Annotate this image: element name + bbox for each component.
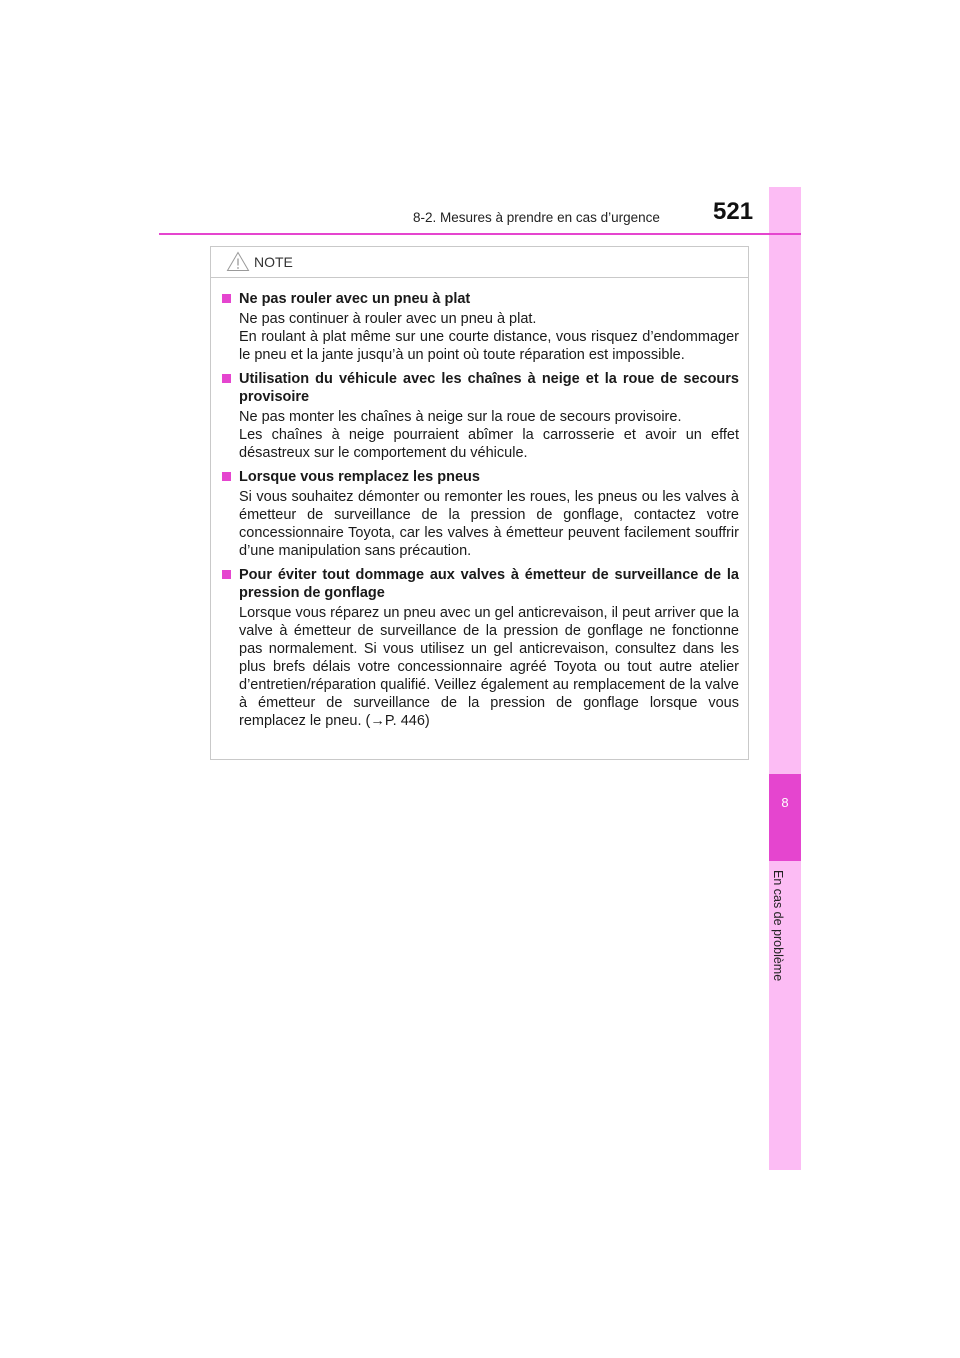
note-item: [220, 566, 739, 730]
note-item-title: Ne pas rouler avec un pneu à plat: [239, 291, 471, 307]
chapter-tab-active[interactable]: [769, 774, 801, 861]
bullet-square-icon: [222, 374, 231, 383]
chapter-title: En cas de problème: [771, 870, 785, 982]
note-item-title: Lorsque vous remplacez les pneus: [239, 469, 480, 485]
note-header: [211, 247, 748, 278]
note-item-text: Ne pas continuer à rouler avec un pneu à plat. En roulant à plat même sur une courte distance, vous risquez d’endommager le pneu et la jante jusqu’à un point où toute réparation est impossible.: [239, 311, 739, 363]
note-box: [210, 246, 749, 760]
header-divider: [159, 233, 801, 235]
page-number: 521: [713, 198, 754, 225]
note-item: [220, 290, 739, 364]
note-item-text: Si vous souhaitez démonter ou remonter les roues, les pneus ou les valves à émetteur de surveillance de la pression de gonflage, contactez votre concessionnaire Toyota, car les valves à émetteur peuvent facilement souffrir d’une manipulation sans précaution.: [239, 489, 739, 559]
note-item-text: Ne pas monter les chaînes à neige sur la roue de secours provisoire. Les chaînes à neige pourraient abîmer la carrosserie et avoir un effet désastreux sur le comportement du véhicule.: [239, 409, 739, 461]
note-item-title: Pour éviter tout dommage aux valves à émetteur de surveillance de la pression de gonflage: [239, 567, 739, 601]
note-item-text[interactable]: Lorsque vous réparez un pneu avec un gel anticrevaison, il peut arriver que la valve à émetteur de surveillance de la pression de gonflage ne fonctionne pas normalement. Si vous utilisez un gel anticrevaison, consultez dans les plus brefs délais votre concessionnaire agréé Toyota ou tout autre atelier d’entretien/réparation qualifié. Veillez également au remplacement de la valve à émetteur de surveillance de la pression de gonflage lorsque vous remplacez le pneu. (→P. 446): [239, 605, 739, 729]
note-item-title: Utilisation du véhicule avec les chaînes à neige et la roue de secours provisoire: [239, 371, 739, 405]
section-title: 8-2. Mesures à prendre en cas d’urgence: [413, 210, 660, 225]
chapter-side-tab: [769, 187, 801, 1170]
bullet-square-icon: [222, 294, 231, 303]
warning-icon: [226, 251, 250, 277]
chapter-number: 8: [781, 795, 789, 810]
note-item: [220, 370, 739, 462]
note-item: [220, 468, 739, 560]
bullet-square-icon: [222, 570, 231, 579]
bullet-square-icon: [222, 472, 231, 481]
note-body: [211, 278, 748, 730]
note-label: NOTE: [254, 254, 293, 270]
